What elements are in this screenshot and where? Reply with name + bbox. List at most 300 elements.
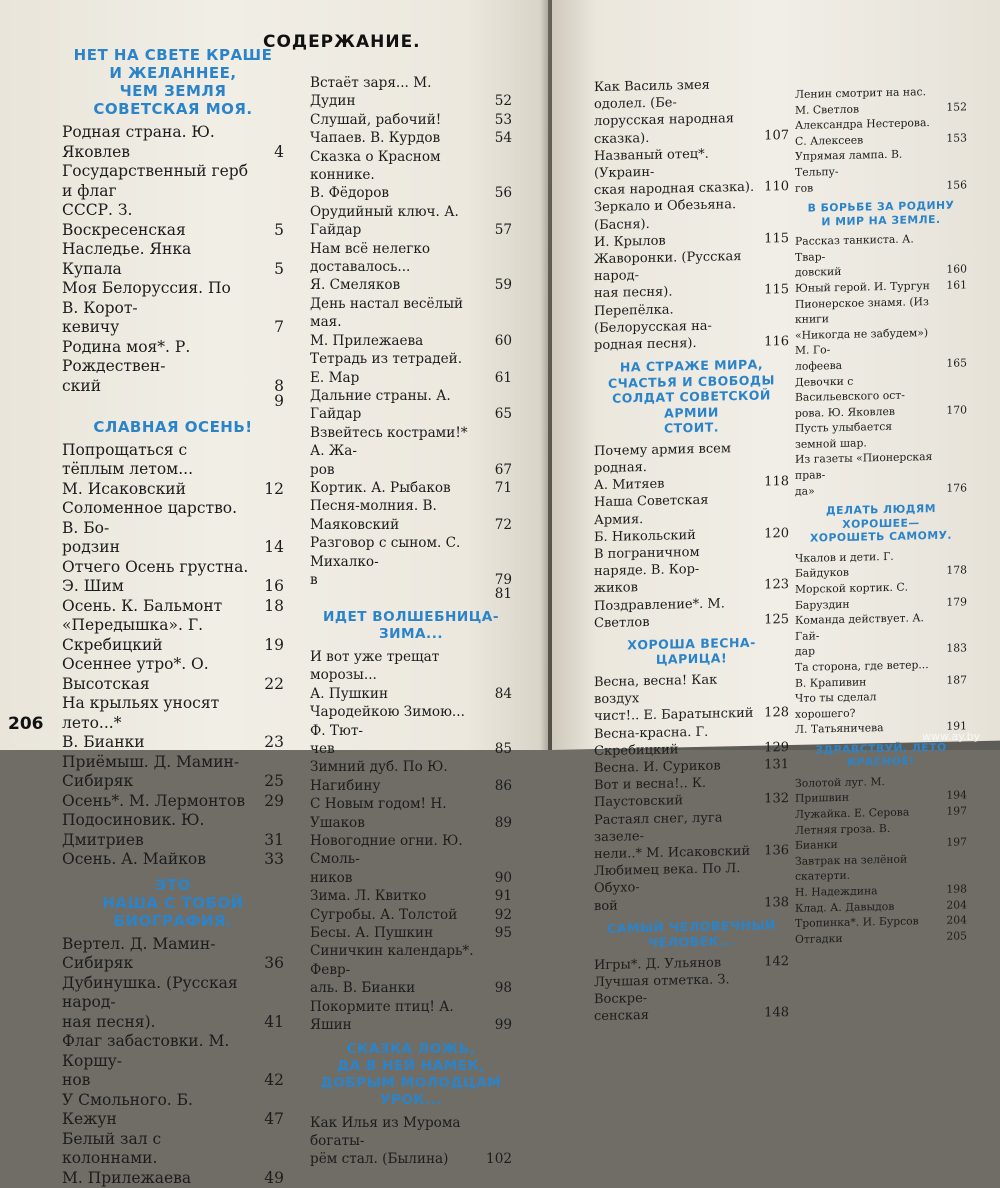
toc-entry-text: Названый отец*. (Украин- <box>594 144 789 182</box>
section-heading-line: СОЛДАТ СОВЕТСКОЙ АРМИИ <box>594 387 789 422</box>
toc-entry-text: Родина моя*. Р. Рождествен- <box>62 338 284 377</box>
toc-entry-text: У Смольного. Б. Кежун <box>62 1091 284 1130</box>
toc-entry <box>594 773 789 811</box>
toc-entry <box>62 974 284 1033</box>
toc-entry-text: Осеннее утро*. О. Высотская <box>62 655 284 694</box>
toc-page-number: 67 <box>495 461 512 479</box>
toc-entry-text <box>310 589 512 603</box>
toc-entry-text: Жаворонки. (Русская народ- <box>594 247 789 285</box>
toc-page-number: 19 <box>264 636 284 656</box>
toc-entry <box>594 594 789 632</box>
toc-entry <box>594 670 789 726</box>
toc-page-number: 129 <box>764 739 789 757</box>
toc-entry-text: Подосиновик. Ю. Дмитриев <box>62 811 284 850</box>
toc-entry-text: Пионерское знамя. (Из книги <box>795 293 967 328</box>
toc-entry <box>795 656 967 691</box>
toc-entry <box>62 1032 284 1091</box>
toc-entry-text: Завтрак на зелёной скатерти. <box>795 850 967 885</box>
toc-page-number: 4 <box>274 143 284 163</box>
section-heading <box>62 46 284 118</box>
toc-entry-text: Соломенное царство. В. Бо- <box>62 499 284 538</box>
toc-page-number: 52 <box>495 92 512 110</box>
toc-entry-text: Лучшая отметка. З. Воскре- <box>594 970 789 1008</box>
toc-entry <box>62 1091 284 1130</box>
page-title: СОДЕРЖАНИЕ. <box>263 32 421 52</box>
toc-entry-text: Летняя гроза. В. Бианки <box>795 819 967 854</box>
toc-page-number: 110 <box>764 178 789 196</box>
toc-entry <box>310 203 512 240</box>
toc-entry-text: Как Василь змея одолел. (Бе- <box>594 75 789 113</box>
toc-entry <box>594 490 789 546</box>
toc-entry-text: лорусская народная сказка). <box>594 109 789 147</box>
toc-entry-text: ская народная сказка). <box>594 178 789 199</box>
toc-entry-text: «Передышка». Г. Скребицкий <box>62 616 284 655</box>
toc-page-number: 5 <box>274 221 284 241</box>
toc-page-number: 72 <box>495 516 512 534</box>
toc-page-number: 56 <box>495 184 512 202</box>
toc-page-number: 18 <box>264 597 284 617</box>
toc-entry <box>62 441 284 500</box>
section-heading-line: ЧЕЛОВЕК... <box>594 932 789 952</box>
toc-entry-text: Зеркало и Обезьяна. (Басня). <box>594 195 789 233</box>
toc-entry <box>795 578 967 613</box>
toc-page-number: 41 <box>264 1013 284 1033</box>
toc-entry-text: Песня-молния. В. Маяковский <box>310 497 512 534</box>
toc-entry-text: Ленин смотрит на нас. <box>795 83 967 102</box>
toc-entry-text: Тетрадь из тетрадей. Е. Мар <box>310 350 512 387</box>
toc-entry <box>310 832 512 887</box>
toc-entry-text: Морской кортик. С. Баруздин <box>795 578 967 613</box>
toc-page-number: 153 <box>946 130 967 146</box>
toc-entry-text: Белый зал с колоннами. <box>62 1130 284 1169</box>
toc-page-number: 42 <box>264 1071 284 1091</box>
toc-entry <box>310 703 512 758</box>
toc-entry <box>594 439 789 495</box>
toc-entry <box>310 295 512 350</box>
toc-entry-text: Пусть улыбается земной шар. <box>795 418 967 453</box>
section-heading-line: ЧЕМ ЗЕМЛЯ <box>62 82 284 100</box>
toc-entry <box>62 1130 284 1188</box>
toc-page-number: 161 <box>946 277 967 293</box>
section-heading-line: СТОИТ. <box>594 418 789 438</box>
toc-entry <box>62 655 284 694</box>
toc-entry-text: Покормите птиц! А. Яшин <box>310 998 512 1035</box>
toc-entry-text: Отчего Осень грустна. Э. Шим <box>62 558 284 597</box>
toc-entry-text: Игры*. Д. Ульянов <box>594 953 789 974</box>
toc-entry-text: Родная страна. Ю. Яковлев <box>62 123 284 162</box>
toc-entry-text: Та сторона, где ветер... <box>795 656 967 675</box>
toc-page-number: 165 <box>946 355 967 371</box>
toc-page-number: 31 <box>264 831 284 851</box>
toc-entry-text: Команда действует. А. Гай- <box>795 609 967 644</box>
toc-entry-text: лофеева <box>795 355 967 374</box>
toc-entry <box>795 609 967 659</box>
toc-entry-text: родная песня). <box>594 333 789 354</box>
toc-entry <box>594 859 789 915</box>
toc-entry <box>795 230 967 280</box>
toc-column-1 <box>62 40 284 1188</box>
section-heading-line: И ЖЕЛАННЕЕ, <box>62 64 284 82</box>
toc-page-number: 33 <box>264 850 284 870</box>
section-heading-line: НЕТ НА СВЕТЕ КРАШЕ <box>62 46 284 64</box>
toc-entry-text: Лужайка. Е. Серова <box>795 803 967 822</box>
toc-entry <box>62 753 284 792</box>
section-heading-line: НАША С ТОБОЙ <box>62 894 284 912</box>
toc-entry-text: ский <box>62 377 284 397</box>
toc-entry-text: Наша Советская Армия. <box>594 490 789 528</box>
toc-entry-text: рова. Ю. Яковлев <box>795 402 967 421</box>
toc-page-number: 183 <box>946 641 967 657</box>
toc-entry-text: Зимний дуб. По Ю. Нагибину <box>310 758 512 795</box>
toc-entry <box>310 74 512 111</box>
toc-entry-text: А. Пушкин <box>310 685 512 703</box>
toc-entry-text: Весна. И. Суриков <box>594 756 789 777</box>
section-heading <box>594 356 789 438</box>
toc-entry-text: Государственный герб и флаг <box>62 162 284 201</box>
section-heading-line: И МИР НА ЗЕМЛЕ. <box>795 212 967 229</box>
toc-entry <box>310 795 512 832</box>
toc-page-number: 16 <box>264 577 284 597</box>
toc-page-number: 118 <box>764 473 789 491</box>
toc-entry-text <box>62 396 284 412</box>
toc-entry <box>310 129 512 147</box>
toc-entry-text: Сказка о Красном коннике. <box>310 148 512 185</box>
toc-page-number: 5 <box>274 260 284 280</box>
section-heading-line: ИДЕТ ВОЛШЕБНИЦА-ЗИМА... <box>310 609 512 643</box>
toc-entry <box>62 616 284 655</box>
toc-entry-text: аль. В. Бианки <box>310 979 512 997</box>
toc-entry <box>62 792 284 812</box>
toc-entry-text: Вертел. Д. Мамин-Сибиряк <box>62 935 284 974</box>
toc-entry-text: Наследье. Янка Купала <box>62 240 284 279</box>
toc-page-number: 91 <box>495 887 512 905</box>
toc-entry-text: Я. Смеляков <box>310 276 512 294</box>
toc-page-number: 191 <box>946 719 967 735</box>
toc-page-number: 9 <box>274 392 284 412</box>
toc-entry <box>62 935 284 974</box>
toc-entry-text: Приёмыш. Д. Мамин-Сибиряк <box>62 753 284 792</box>
toc-entry-text: гов <box>795 177 967 196</box>
toc-entry-text: В. Фёдоров <box>310 184 512 202</box>
section-heading <box>310 1041 512 1109</box>
toc-page-number: 79 <box>495 571 512 589</box>
section-heading <box>594 634 789 669</box>
toc-entry <box>62 162 284 240</box>
toc-page-number: 29 <box>264 792 284 812</box>
toc-page-number: 148 <box>764 1004 789 1022</box>
toc-page-number: 89 <box>495 814 512 832</box>
toc-entry-text: На крыльях уносят лето...* <box>62 694 284 733</box>
section-heading <box>310 609 512 643</box>
toc-entry-text: Из газеты «Пионерская прав- <box>795 449 967 484</box>
toc-entry <box>594 542 789 598</box>
toc-entry-text: Новогодние огни. Ю. Смоль- <box>310 832 512 869</box>
toc-page-number: 95 <box>495 924 512 942</box>
toc-entry-text: да» <box>795 480 967 499</box>
toc-entry-text: Встаёт заря... М. Дудин <box>310 74 512 111</box>
toc-page-number: 90 <box>495 869 512 887</box>
toc-entry-text: ная песня). <box>62 1013 284 1033</box>
toc-entry <box>62 338 284 397</box>
toc-page-number: 84 <box>495 685 512 703</box>
toc-entry-text: рём стал. (Былина) <box>310 1150 512 1168</box>
toc-page-number: 81 <box>495 585 512 603</box>
section-heading-line: ХОРОША ВЕСНА-ЦАРИЦА! <box>594 634 789 669</box>
toc-entry-text: Весна-красна. Г. Скребицкий <box>594 722 789 760</box>
watermark: www.ay.by <box>922 730 980 743</box>
toc-entry <box>62 499 284 558</box>
toc-entry <box>310 111 512 129</box>
toc-entry <box>310 924 512 942</box>
section-heading-line: ДА В НЕЙ НАМЕК, <box>310 1058 512 1075</box>
toc-entry <box>310 240 512 295</box>
toc-entry <box>310 906 512 924</box>
toc-page-number: 8 <box>274 377 284 397</box>
toc-entry <box>594 144 789 200</box>
toc-entry <box>310 350 512 387</box>
toc-entry-text: Флаг забастовки. М. Коршу- <box>62 1032 284 1071</box>
toc-entry <box>310 1114 512 1169</box>
toc-entry <box>310 497 512 534</box>
section-heading <box>795 198 967 229</box>
toc-entry-text: Разговор с сыном. С. Михалко- <box>310 534 512 571</box>
toc-entry-text: Осень. К. Бальмонт <box>62 597 284 617</box>
toc-page-number: 14 <box>264 538 284 558</box>
section-heading-line: СЛАВНАЯ ОСЕНЬ! <box>62 418 284 436</box>
toc-entry-text: вой <box>594 894 789 915</box>
toc-entry-text: чист!.. Е. Баратынский <box>594 704 789 725</box>
section-heading-line: САМЫЙ ЧЕЛОВЕЧНЫЙ <box>594 917 789 937</box>
toc-entry <box>795 928 967 947</box>
toc-entry <box>310 387 512 424</box>
toc-entry-text: Взвейтесь кострами!* А. Жа- <box>310 424 512 461</box>
toc-entry-text: Перепёлка. (Белорусская на- <box>594 299 789 337</box>
toc-entry-text: Чапаев. В. Курдов <box>310 129 512 147</box>
toc-entry <box>310 479 512 497</box>
toc-page-number: 12 <box>264 480 284 500</box>
toc-entry-text: И. Крылов <box>594 230 789 251</box>
toc-entry-text: С. Алексеев <box>795 130 967 149</box>
toc-entry <box>62 396 284 412</box>
toc-entry-text: Слушай, рабочий! <box>310 111 512 129</box>
toc-entry-text: «Никогда не забудем») М. Го- <box>795 324 967 359</box>
toc-entry-text: Орудийный ключ. А. Гайдар <box>310 203 512 240</box>
toc-entry-text: И вот уже трещат морозы... <box>310 648 512 685</box>
section-heading-line: ДЕЛАТЬ ЛЮДЯМ ХОРОШЕЕ— <box>795 502 967 533</box>
toc-page-number: 170 <box>946 402 967 418</box>
toc-page-number: 23 <box>264 733 284 753</box>
toc-entry <box>795 547 967 582</box>
toc-page-number: 92 <box>495 906 512 924</box>
section-heading-line: ХОРОШЕТЬ САМОМУ. <box>795 529 967 546</box>
toc-entry <box>795 819 967 854</box>
toc-page-number: 176 <box>946 480 967 496</box>
toc-entry <box>310 758 512 795</box>
toc-page-number: 179 <box>946 594 967 610</box>
toc-page-number: 36 <box>264 954 284 974</box>
toc-entry <box>310 148 512 203</box>
toc-entry-text: В. Бианки <box>62 733 284 753</box>
left-page <box>0 0 548 750</box>
toc-page-number: 115 <box>764 281 789 299</box>
toc-entry <box>62 558 284 597</box>
toc-page-number: 54 <box>495 129 512 147</box>
toc-page-number: 7 <box>274 318 284 338</box>
toc-entry <box>795 146 967 196</box>
toc-entry <box>795 293 967 375</box>
toc-entry-text: Отгадки <box>795 928 967 947</box>
toc-entry-text: Любимец века. По Л. Обухо- <box>594 859 789 897</box>
toc-entry <box>594 970 789 1026</box>
toc-entry-text: Осень. А. Майков <box>62 850 284 870</box>
toc-page-number: 123 <box>764 576 789 594</box>
toc-entry-text: М. Светлов <box>795 99 967 118</box>
toc-entry-text: в <box>310 571 512 589</box>
toc-page-number: 187 <box>946 672 967 688</box>
toc-entry-text: сенская <box>594 1004 789 1025</box>
section-heading <box>795 502 967 546</box>
toc-entry <box>795 83 967 118</box>
section-heading-line: В БОРЬБЕ ЗА РОДИНУ <box>795 198 967 215</box>
section-heading <box>62 418 284 436</box>
toc-entry-text: Нам всё нелегко доставалось... <box>310 240 512 277</box>
toc-entry-text: День настал весёлый мая. <box>310 295 512 332</box>
toc-page-number: 197 <box>946 835 967 851</box>
toc-page-number: 57 <box>495 221 512 239</box>
toc-entry <box>594 722 789 760</box>
toc-entry-text: М. Исаковский <box>62 480 284 500</box>
toc-page-number: 107 <box>764 127 789 145</box>
toc-page-number: 49 <box>264 1169 284 1188</box>
toc-entry-text: Кортик. А. Рыбаков <box>310 479 512 497</box>
toc-entry <box>795 772 967 807</box>
section-heading-line: СКАЗКА ЛОЖЬ, <box>310 1041 512 1058</box>
toc-entry-text: нов <box>62 1071 284 1091</box>
section-heading-line: НА СТРАЖЕ МИРА, <box>594 356 789 376</box>
toc-entry-text: родзин <box>62 538 284 558</box>
toc-entry <box>62 240 284 279</box>
toc-entry-text: жиков <box>594 576 789 597</box>
toc-entry-text: дар <box>795 641 967 660</box>
toc-entry-text: чев <box>310 740 512 758</box>
toc-entry-text: Упрямая лампа. В. Тельпу- <box>795 146 967 181</box>
toc-page-number: 131 <box>764 756 789 774</box>
toc-page-number: 85 <box>495 740 512 758</box>
section-heading <box>62 876 284 930</box>
toc-page-number: 156 <box>946 177 967 193</box>
toc-entry-text: Попрощаться с тёплым летом... <box>62 441 284 480</box>
toc-page-number: 71 <box>495 479 512 497</box>
toc-entry-text: Клад. А. Давыдов <box>795 897 967 916</box>
toc-entry <box>594 299 789 355</box>
toc-page-number: 25 <box>264 772 284 792</box>
toc-page-number: 204 <box>946 897 967 913</box>
toc-entry-text: Александра Нестерова. <box>795 114 967 133</box>
toc-page-number: 65 <box>495 405 512 423</box>
section-heading <box>594 917 789 952</box>
toc-page-number: 128 <box>764 704 789 722</box>
toc-entry <box>62 694 284 753</box>
toc-entry-text: Тропинка*. И. Бурсов <box>795 913 967 932</box>
toc-page-number: 136 <box>764 842 789 860</box>
toc-page-number: 125 <box>764 611 789 629</box>
section-heading-line: ДОБРЫМ МОЛОДЦАМ УРОК... <box>310 1075 512 1109</box>
toc-entry <box>594 808 789 864</box>
toc-entry-text: Моя Белоруссия. По В. Корот- <box>62 279 284 318</box>
toc-page-number: 142 <box>764 953 789 971</box>
toc-page-number: 115 <box>764 230 789 248</box>
toc-page-number: 60 <box>495 332 512 350</box>
section-heading-line: СОВЕТСКАЯ МОЯ. <box>62 100 284 118</box>
toc-page-number: 120 <box>764 525 789 543</box>
toc-page-number: 99 <box>495 1016 512 1034</box>
toc-entry-text: С Новым годом! Н. Ушаков <box>310 795 512 832</box>
section-heading-line: СЧАСТЬЯ И СВОБОДЫ <box>594 372 789 392</box>
toc-entry <box>795 850 967 900</box>
toc-entry-text: Синичкин календарь*. Февр- <box>310 942 512 979</box>
toc-entry <box>594 195 789 251</box>
toc-page-number: 138 <box>764 894 789 912</box>
toc-page-number: 160 <box>946 262 967 278</box>
toc-page-number: 59 <box>495 276 512 294</box>
toc-entry <box>594 247 789 303</box>
toc-entry-text: СССР. З. Воскресенская <box>62 201 284 240</box>
toc-page-number: 86 <box>495 777 512 795</box>
toc-page-number: 205 <box>946 928 967 944</box>
toc-entry-text: нели..* М. Исаковский <box>594 842 789 863</box>
toc-entry-text: Поздравление*. М. Светлов <box>594 594 789 632</box>
toc-entry <box>795 371 967 421</box>
toc-entry <box>62 123 284 162</box>
toc-entry-text: Бесы. А. Пушкин <box>310 924 512 942</box>
toc-entry <box>62 850 284 870</box>
toc-entry-text: ников <box>310 869 512 887</box>
toc-entry-text: Растаял снег, луга зазеле- <box>594 808 789 846</box>
toc-entry <box>795 114 967 149</box>
toc-entry-text: Почему армия всем родная. <box>594 439 789 477</box>
toc-page-number: 116 <box>764 333 789 351</box>
toc-entry <box>62 811 284 850</box>
toc-entry <box>62 597 284 617</box>
right-page <box>552 0 1000 750</box>
toc-entry <box>795 418 967 500</box>
toc-entry <box>310 589 512 603</box>
section-heading-line: БИОГРАФИЯ. <box>62 912 284 930</box>
toc-entry-text: Сугробы. А. Толстой <box>310 906 512 924</box>
toc-entry-text: кевичу <box>62 318 284 338</box>
toc-entry-text: А. Митяев <box>594 473 789 494</box>
toc-entry-text: ная песня). <box>594 281 789 302</box>
toc-entry-text: Как Илья из Мурома богаты- <box>310 1114 512 1151</box>
toc-entry-text: М. Прилежаева <box>62 1169 284 1188</box>
toc-page-number: 204 <box>946 913 967 929</box>
toc-entry-text: Н. Надеждина <box>795 881 967 900</box>
toc-entry <box>594 75 789 148</box>
toc-entry-text: Л. Татьяничева <box>795 719 967 738</box>
toc-entry <box>310 998 512 1035</box>
toc-entry <box>310 534 512 589</box>
toc-entry-text: ров <box>310 461 512 479</box>
toc-entry-text: Зима. Л. Квитко <box>310 887 512 905</box>
toc-page-number: 61 <box>495 369 512 387</box>
toc-column-4 <box>795 83 967 947</box>
toc-entry-text: В. Крапивин <box>795 672 967 691</box>
toc-column-2 <box>310 74 512 1169</box>
toc-entry-text: довский <box>795 262 967 281</box>
toc-page-number: 47 <box>264 1110 284 1130</box>
toc-entry-text: Что ты сделал хорошего? <box>795 687 967 722</box>
toc-page-number: 198 <box>946 881 967 897</box>
